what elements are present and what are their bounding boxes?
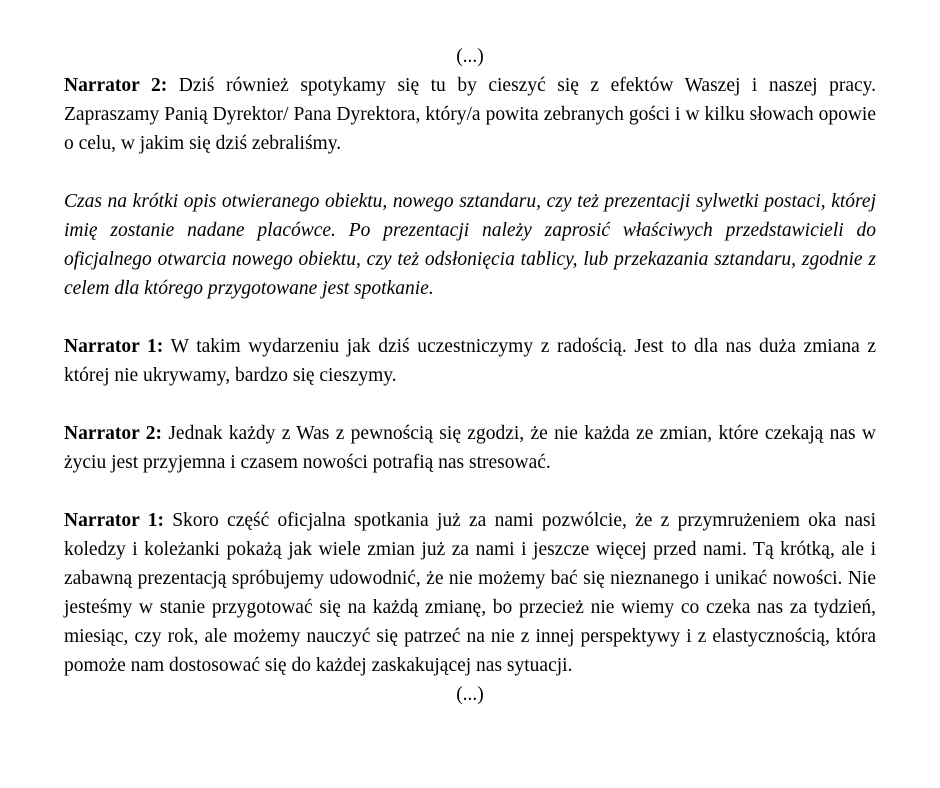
speaker-label: Narrator 2: xyxy=(64,75,168,96)
paragraph-narrator-2-changes xyxy=(64,419,876,477)
paragraph-text: Jednak każdy z Was z pewnością się zgodzi, że nie każda ze zmian, które czekają nas w życiu jest przyjemna i czasem nowości potrafią nas stresować. xyxy=(64,423,877,473)
ellipsis-bottom: (...) xyxy=(456,684,484,705)
paragraph-stage-direction xyxy=(64,187,876,303)
speaker-label: Narrator 2: xyxy=(64,423,163,444)
paragraph-text: Czas na krótki opis otwieranego obiektu, nowego sztandaru, czy też prezentacji sylwetki postaci, której imię zostanie nadane placówce. Po prezentacji należy zaprosić właściwych przedstawicieli do oficjalnego otwarcia nowego obiektu, czy też odsłonięcia tablicy, lub przekazania sztandaru, zgodnie z celem dla którego przygotowane jest spotkanie. xyxy=(64,191,876,299)
speaker-label: Narrator 1: xyxy=(64,510,164,531)
paragraph-narrator-1-joy xyxy=(64,332,876,390)
paragraph-text: Skoro część oficjalna spotkania już za nami pozwólcie, że z przymrużeniem oka nasi koledzy i koleżanki pokażą jak wiele zmian już za nami i jeszcze więcej przed nami. Tą krótką, ale i zabawną prezentacją spróbujemy udowodnić, że nie możemy bać się nieznanego i unikać nowości. Nie jesteśmy w stanie przygotować się na każdą zmianę, bo przecież nie wiemy co czeka nas za tydzień, miesiąc, czy rok, ale możemy nauczyć się patrzeć na nie z innej perspektywy i z elastycznością, która pomoże nam dostosować się do każdej zaskakującej nas sytuacji. xyxy=(64,510,876,676)
paragraph-narrator-2-opening xyxy=(64,71,876,158)
paragraph-narrator-1-closing xyxy=(64,506,876,680)
paragraph-text: Dziś również spotykamy się tu by cieszyć się z efektów Waszej i naszej pracy. Zapraszamy Panią Dyrektor/ Pana Dyrektora, który/a powita zebranych gości i w kilku słowach opowie o celu, w jakim się dziś zebraliśmy. xyxy=(64,75,877,154)
speaker-label: Narrator 1: xyxy=(64,336,164,357)
ellipsis-top: (...) xyxy=(456,46,484,67)
paragraph-text: W takim wydarzeniu jak dziś uczestniczymy z radością. Jest to dla nas duża zmiana z której nie ukrywamy, bardzo się cieszymy. xyxy=(64,336,877,386)
